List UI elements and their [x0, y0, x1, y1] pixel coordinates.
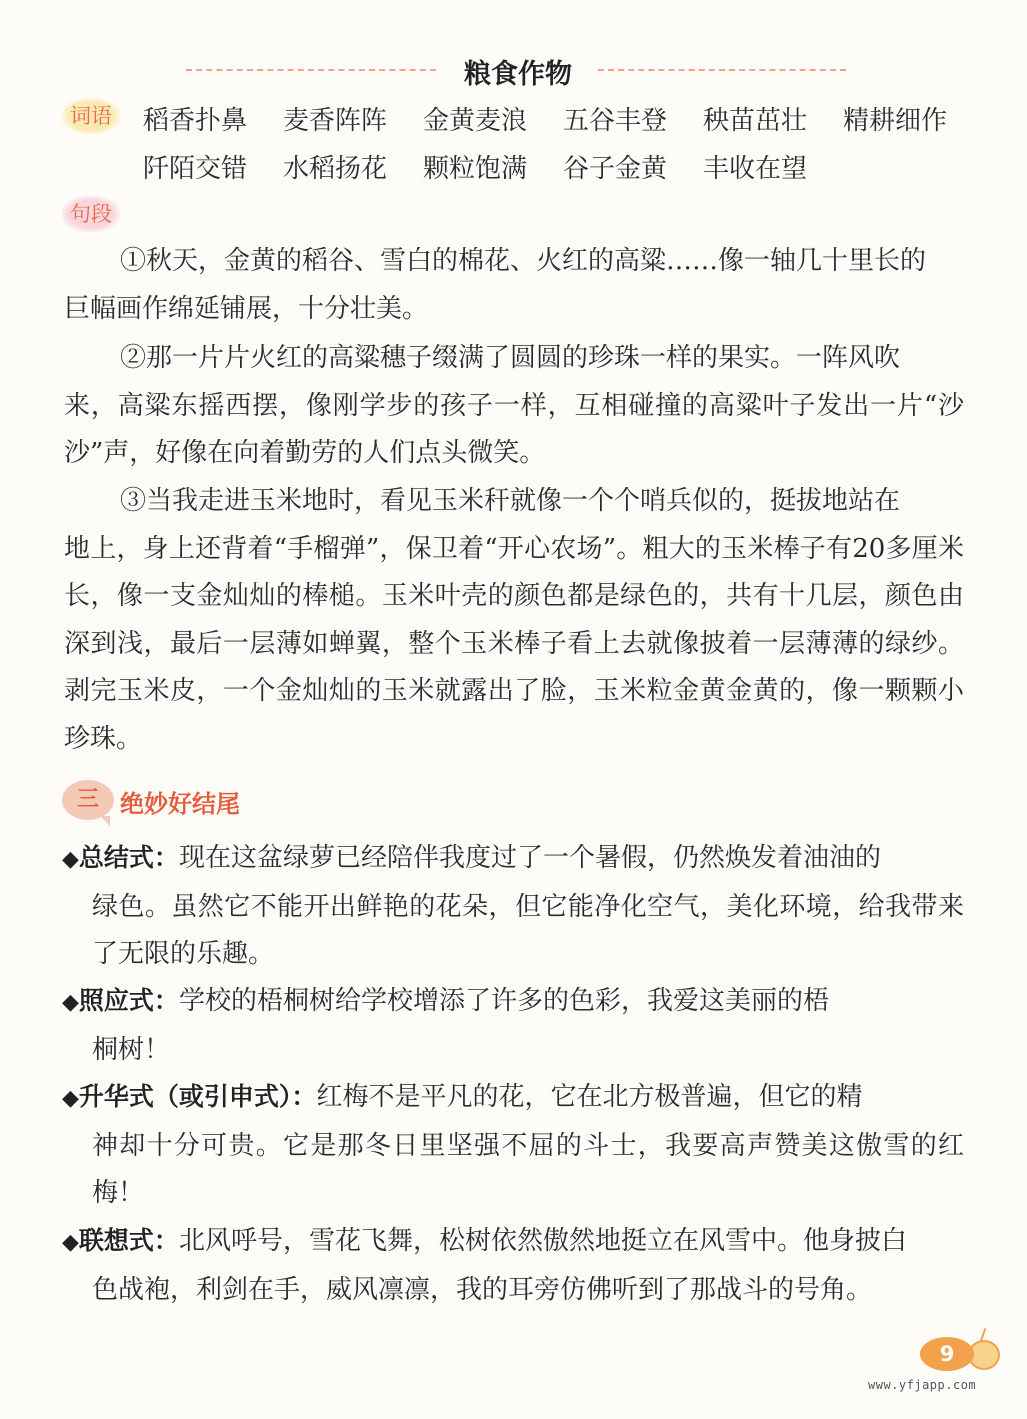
- title-dash-right: [598, 69, 846, 71]
- vocab-word: 秧苗茁壮: [703, 106, 808, 136]
- ending-item: [62, 1073, 964, 1218]
- ending-item-text: 现在这盆绿萝已经陪伴我度过了一个暑假，仍然焕发着油油的: [178, 843, 881, 873]
- ending-item-text: 红梅不是平凡的花，它在北方极普遍，但它的精: [316, 1082, 863, 1112]
- vocab-tag: 词语: [62, 98, 120, 134]
- page-number: 9: [920, 1337, 974, 1371]
- vocab-word: 颗粒饱满: [423, 154, 528, 184]
- vocab-word: 丰收在望: [703, 154, 808, 184]
- sentence-tag: 句段: [62, 196, 120, 232]
- paragraph-line: 来，高粱东摇西摆，像刚学步的孩子一样，互相碰撞的高粱叶子发出一片“沙沙”声，好像在向着勤劳的人们点头微笑。: [64, 390, 964, 468]
- vocab-word: 精耕细作: [843, 106, 948, 136]
- paragraph-line: 地上，身上还背着“手榴弹”，保卫着“开心农场”。粗大的玉米棒子有20多厘米长，像一支金灿灿的棒槌。玉米叶壳的颜色都是绿色的，共有十几层，颜色由深到浅，最后一层薄如蝉翼，整个玉米棒子看上去就像披着一层薄薄的绿纱。剥完玉米皮，一个金灿灿的玉米就露出了脸，玉米粒金黄金黄的，像一颗颗小珍珠。: [64, 533, 964, 754]
- diamond-bullet-icon: ◆: [62, 847, 79, 872]
- vocab-word: 稻香扑鼻: [143, 106, 248, 136]
- ending-item-text: 色战袍，利剑在手，威风凛凛，我的耳旁仿佛听到了那战斗的号角。: [92, 1274, 873, 1305]
- ending-item: [62, 834, 964, 979]
- ending-item: [62, 1217, 964, 1314]
- vocab-word: 五谷丰登: [563, 106, 668, 136]
- vocab-word: 金黄麦浪: [423, 106, 528, 136]
- diamond-bullet-icon: ◆: [62, 1230, 79, 1255]
- section-title-row: [186, 50, 846, 94]
- vocab-word: 阡陌交错: [143, 154, 248, 184]
- paragraph-3: [64, 478, 964, 763]
- paragraph-line: ②那一片片火红的高粱穗子缀满了圆圆的珍珠一样的果实。一阵风吹: [120, 343, 901, 373]
- paragraph-line: 巨幅画作绵延铺展，十分壮美。: [64, 293, 429, 324]
- ending-item-text: 神却十分可贵。它是那冬日里坚强不屈的斗士，我要高声赞美这傲雪的红梅！: [92, 1130, 964, 1208]
- section-title: 粮食作物: [464, 59, 572, 90]
- paragraph-2: [64, 335, 964, 478]
- vocab-word: 麦香阵阵: [283, 106, 388, 136]
- ending-item: [62, 977, 964, 1074]
- diamond-bullet-icon: ◆: [62, 1086, 79, 1111]
- diamond-bullet-icon: ◆: [62, 990, 79, 1015]
- ending-item-label: 升华式（或引申式）：: [78, 1082, 317, 1111]
- ending-item-text: 绿色。虽然它不能开出鲜艳的花朵，但它能净化空气，美化环境，给我带来了无限的乐趣。: [92, 891, 964, 969]
- ending-item-label: 总结式：: [78, 843, 179, 872]
- paragraph-line: ③当我走进玉米地时，看见玉米秆就像一个个哨兵似的，挺拔地站在: [120, 486, 901, 516]
- ending-item-label: 照应式：: [78, 986, 179, 1015]
- paragraph-line: ①秋天，金黄的稻谷、雪白的棉花、火红的高粱……像一轴几十里长的: [120, 246, 927, 276]
- watermark: www.yfjapp.com: [868, 1378, 977, 1392]
- ending-item-text: 北风呼号，雪花飞舞，松树依然傲然地挺立在风雪中。他身披白: [178, 1226, 907, 1256]
- ending-title: 绝妙好结尾: [120, 790, 240, 818]
- title-dash-left: [186, 69, 436, 71]
- vocab-word: 谷子金黄: [563, 154, 668, 184]
- ending-number-icon: 三: [62, 780, 114, 820]
- ending-item-text: 桐树！: [92, 1034, 171, 1065]
- ending-item-label: 联想式：: [78, 1226, 179, 1255]
- paragraph-1: [64, 238, 964, 333]
- vocab-word: 水稻扬花: [283, 154, 388, 184]
- ending-item-text: 学校的梧桐树给学校增添了许多的色彩，我爱这美丽的梧: [178, 986, 829, 1016]
